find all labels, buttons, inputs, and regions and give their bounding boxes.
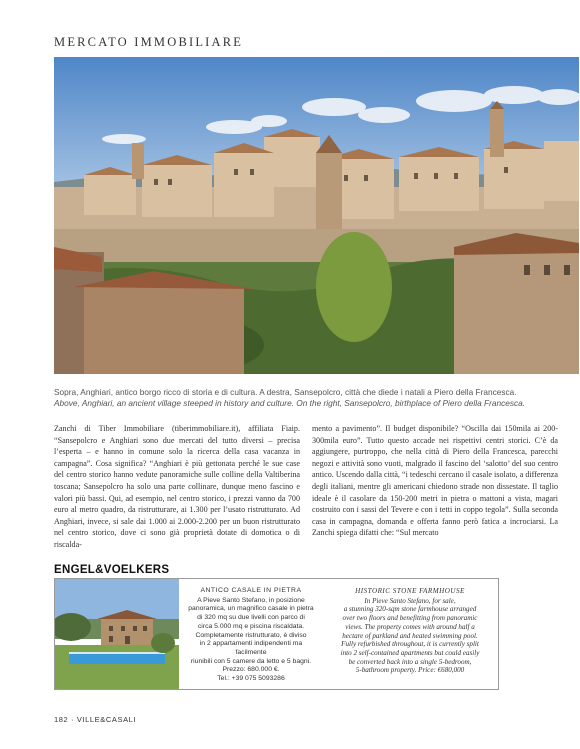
listing-line: panoramica, un magnifico casale in pietra — [188, 605, 314, 613]
listing-line: In Pieve Santo Stefano, for sale, — [364, 596, 456, 605]
listing-line: A Pieve Santo Stefano, in posizione — [197, 596, 305, 604]
listing-english-heading: HISTORIC STONE FARMHOUSE — [355, 587, 465, 595]
page-footer — [54, 715, 136, 724]
section-title: MERCATO IMMOBILIARE — [54, 35, 244, 49]
magazine-name: VILLE&CASALI — [76, 715, 137, 724]
agency-brand: ENGEL&VOELKERS — [54, 564, 170, 576]
listing-line: di 320 mq su due livelli con parco di — [197, 614, 305, 622]
listing-english — [325, 587, 495, 675]
listing-line: Fully refurbished throughout, it is currently split — [341, 640, 479, 649]
listing-line: circa 5.000 mq e piscina riscaldata. — [197, 622, 305, 630]
listing-line: riunibili con 5 camere da letto e 5 bagni. — [190, 657, 312, 665]
listing-photo-farmhouse — [55, 579, 179, 689]
listing-line: over two floors and benefitting from panoramic — [342, 614, 478, 623]
article-text-left: Zanchi di Tiber Immobiliare (tiberimmobiliare.it), affiliata Fiaip. “Sansepolcro e Anghiari sono due mercati del tutto diversi – precisa l’esperta – e hanno in comune solo la ricerca della casa vacanza in campagna”. Cosa significa? “Anghiari è più gettonata perché le sue case del centro storico hanno vedute panoramiche sulle colline della Valtiberina toscana; Sansepolcro ha solo una parte collinare, dunque meno fascino e valori più bassi. Qui, ad esempio, nel centro storico, i prezzi vanno da 700 euro al metro quadro, da ristrutturare, ai 1.300 per l’usato ristrutturato. Ad Anghiari, invece, si sale dai 1.000 ai 2.000-2.200 per un buon ristrutturato nel centro storico, dove ci sono già proprietà dotate di domotica o di riscalda- — [54, 424, 300, 549]
listing-line: be converted back into a single 5-bedroom, — [348, 657, 472, 666]
page-number: 182 — [54, 715, 69, 724]
listing-italian — [185, 587, 317, 684]
listing-line: into 2 self-contained apartments but could easily — [340, 648, 480, 657]
article-column-right — [312, 423, 558, 539]
caption-english: Above, Anghiari, an ancient village steeped in history and culture. On the right, Sansepolcro, birthplace of Piero della Francesca. — [54, 398, 526, 408]
listing-line: 5-bathroom property. Price: €680,000 — [355, 666, 465, 675]
caption-italian: Sopra, Anghiari, antico borgo ricco di storia e di cultura. A destra, Sansepolcro, città che diede i natali a Piero della Francesca. — [54, 387, 517, 397]
article-text-right: mento a pavimento”. Il budget disponibile? “Oscilla dai 150mila ai 200-300mila euro”. Tutto questo accade nei rispettivi centri storici. C’è da aggiungere, purtroppo, che nella città di Piero della Francesca, parecchi negozi e attività sono vuoti, malgrado il fascino del ‘salotto’ del suo centro antico. Uscendo dalla città, “i tedeschi cercano il casale isolato, a differenza degli italiani, mentre gli americani chiedono strade non dissestate. Il taglio ideale è il casolare da 150-200 metri in pietra o mattoni a vista, magari costruito con i sassi del Tevere e con i tetti in coppo tegola”. Sulla seconda casa in campagna, domanda e offerta fanno però fatica a incrociarsi. La Zanchi spiega difatti che: “Sul mercato — [312, 424, 558, 538]
listing-line: Tel.: +39 075 5093286 — [217, 675, 285, 683]
listing-line: Completamente ristrutturato, è diviso — [195, 631, 307, 639]
article-column-left — [54, 423, 300, 551]
listing-line: a stunning 320-sqm stone farmhouse arranged — [343, 605, 477, 614]
listing-line: hectare of parkland and heated swimming pool. — [342, 631, 478, 640]
photo-caption — [54, 387, 544, 409]
listing-line: in 2 appartamenti indipendenti ma facilmente — [199, 640, 303, 656]
listing-line: views. The property comes with around half a — [345, 622, 475, 631]
listing-line: Prezzo: 680.000 €. — [222, 666, 280, 674]
footer-separator: · — [71, 715, 75, 724]
listing-italian-heading: ANTICO CASALE IN PIETRA — [200, 587, 302, 594]
property-listing-box — [54, 578, 499, 690]
hero-photo-anghiari — [54, 57, 579, 374]
